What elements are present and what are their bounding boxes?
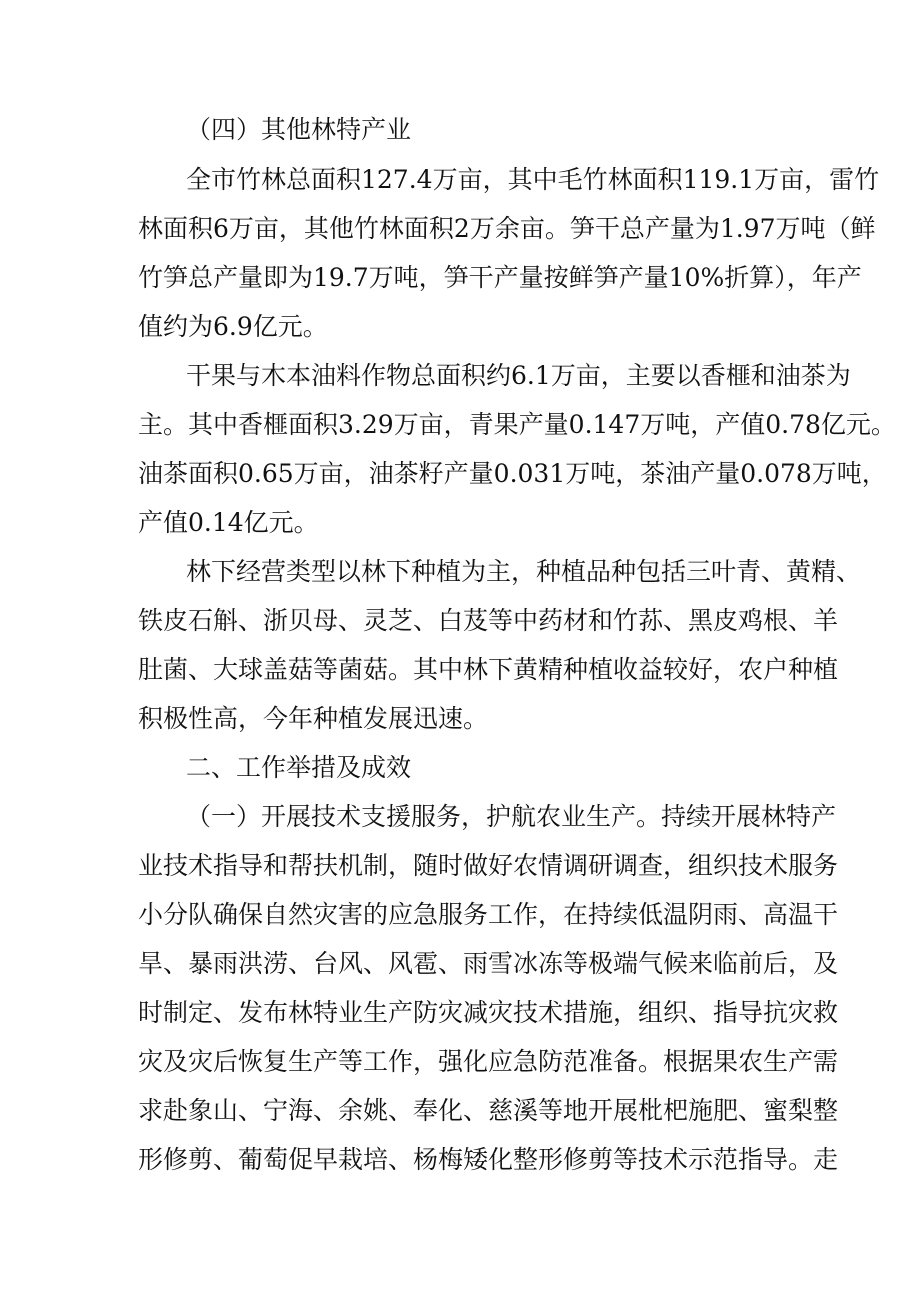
paragraph-line: 值约为6.9亿元。 [138, 312, 328, 341]
paragraph-line: 灾及灾后恢复生产等工作，强化应急防范准备。根据果农生产需 [138, 1047, 839, 1076]
paragraph-line: 积极性高，今年种植发展迅速。 [138, 704, 489, 733]
paragraph-line: 主。其中香榧面积3.29万亩，青果产量0.147万吨，产值0.78亿元。 [138, 410, 896, 439]
paragraph-line: 形修剪、葡萄促早栽培、杨梅矮化整形修剪等技术示范指导。走 [138, 1145, 839, 1174]
section-heading-4: （四）其他林特产业 [186, 115, 412, 144]
paragraph-line: 肚菌、大球盖菇等菌菇。其中林下黄精种植收益较好，农户种植 [138, 655, 839, 684]
paragraph-line: 林面积6万亩，其他竹林面积2万余亩。笋干总产量为1.97万吨（鲜 [138, 214, 876, 243]
paragraph-line: （一）开展技术支援服务，护航农业生产。持续开展林特产 [186, 802, 837, 831]
paragraph-line: 时制定、发布林特业生产防灾减灾技术措施，组织、指导抗灾救 [138, 998, 839, 1027]
paragraph-line: 求赴象山、宁海、余姚、奉化、慈溪等地开展枇杷施肥、蜜梨整 [138, 1096, 839, 1125]
paragraph-line: 小分队确保自然灾害的应急服务工作，在持续低温阴雨、高温干 [138, 900, 839, 929]
paragraph-line: 业技术指导和帮扶机制，随时做好农情调研调查，组织技术服务 [138, 851, 839, 880]
paragraph-line: 竹笋总产量即为19.7万吨，笋干产量按鲜笋产量10%折算），年产 [138, 263, 862, 292]
paragraph-line: 油茶面积0.65万亩，油茶籽产量0.031万吨，茶油产量0.078万吨， [138, 459, 887, 488]
section-heading-2: 二、工作举措及成效 [186, 753, 412, 782]
paragraph-line: 产值0.14亿元。 [138, 508, 319, 537]
paragraph-line: 林下经营类型以林下种植为主，种植品种包括三叶青、黄精、 [186, 557, 862, 586]
paragraph-line: 旱、暴雨洪涝、台风、风雹、雨雪冰冻等极端气候来临前后，及 [138, 949, 839, 978]
paragraph-line: 干果与木本油料作物总面积约6.1万亩，主要以香榧和油茶为 [186, 361, 851, 390]
paragraph-line: 全市竹林总面积127.4万亩，其中毛竹林面积119.1万亩，雷竹 [186, 165, 880, 194]
paragraph-line: 铁皮石斛、浙贝母、灵芝、白芨等中药材和竹荪、黑皮鸡根、羊 [138, 606, 839, 635]
